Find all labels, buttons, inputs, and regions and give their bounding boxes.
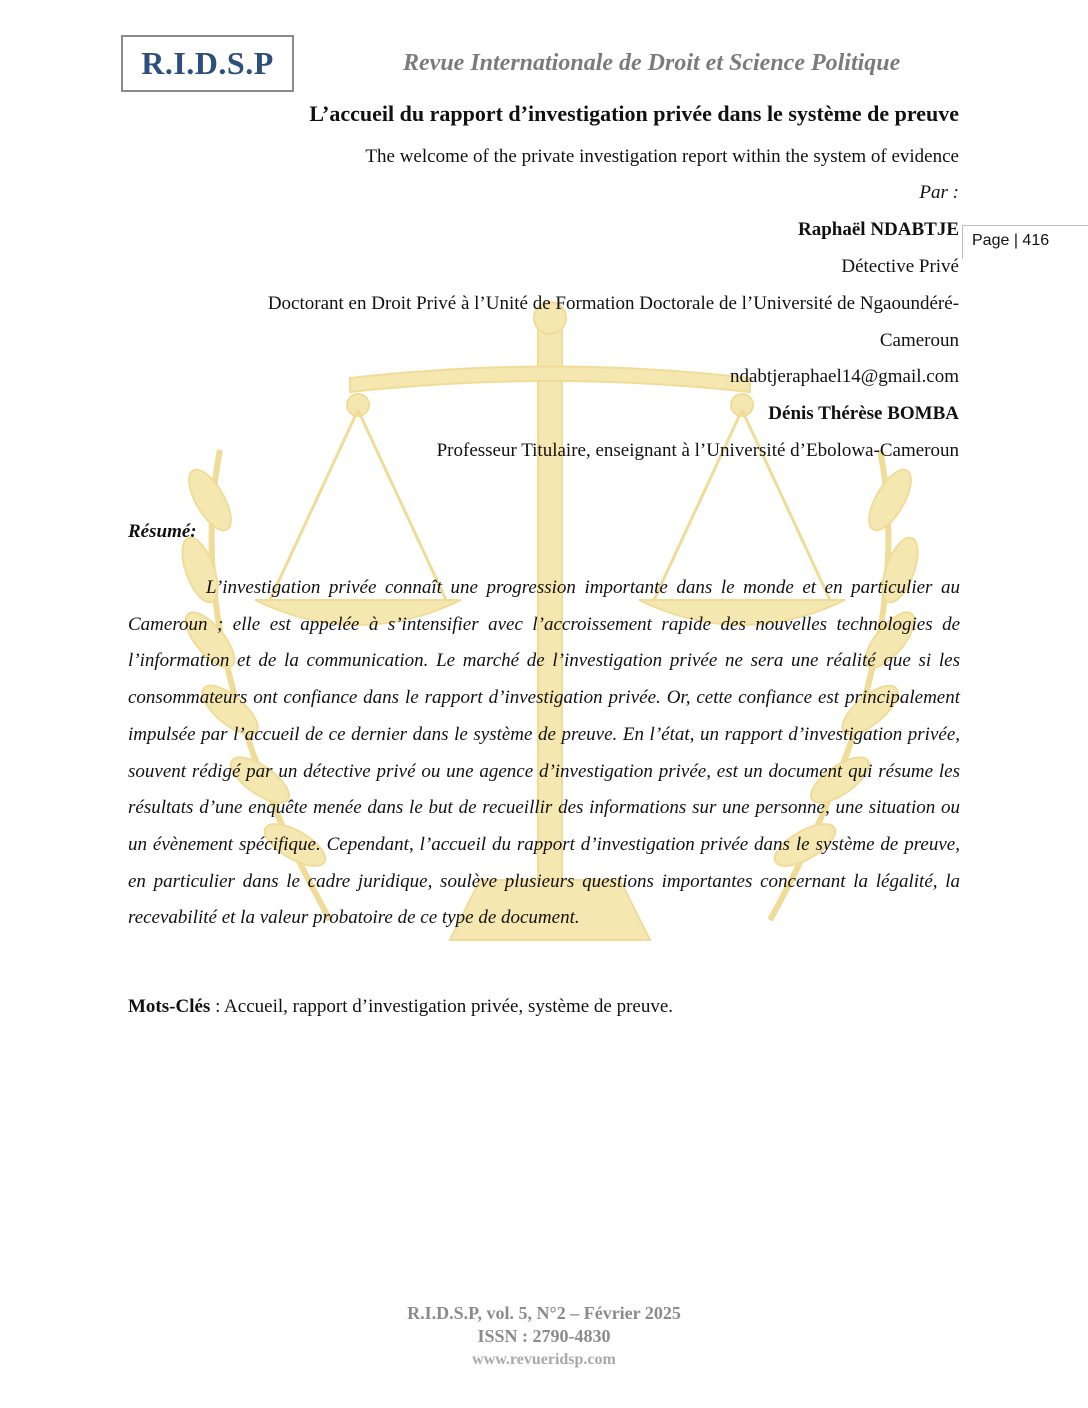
author-affiliation: Doctorant en Droit Privé à l’Unité de Formation Doctorale de l’Université de Ngaoundéré- bbox=[267, 293, 959, 314]
abstract-heading: Résumé: bbox=[128, 521, 197, 542]
author-affiliation-cont: Cameroun bbox=[879, 330, 959, 351]
keywords-text: Accueil, rapport d’investigation privée, système de preuve. bbox=[224, 996, 674, 1017]
by-label: Par : bbox=[919, 182, 959, 203]
keywords-label: Mots-Clés bbox=[128, 996, 211, 1017]
author-email: ndabtjeraphael14@gmail.com bbox=[729, 366, 959, 387]
article-title: L’accueil du rapport d’investigation privée dans le système de preuve bbox=[309, 101, 959, 126]
keywords-separator: : bbox=[210, 996, 225, 1017]
page-footer bbox=[0, 1302, 1088, 1371]
abstract-text: L’investigation privée connaît une progression importante dans le monde et en particulier au Cameroun ; elle est appelée à s’intensifier avec l’accroissement rapide des nouvelles technologies de l’information et de la communication. Le marché de l’investigation privée ne sera une réalité que si les consommateurs ont confiance dans le rapport d’investigation privée. Or, cette confiance est principalement impulsée par l’accueil de ce dernier dans le système de preuve. En l’état, un rapport d’investigation privée, souvent rédigé par un détective privé ou une agence d’investigation privée, est un document qui résume les résultats d’une enquête menée dans le but de recueillir des informations sur une personne, une situation ou un évènement spécifique. Cependant, l’accueil du rapport d’investigation privée dans le système de preuve, en particulier dans le cadre juridique, soulève plusieurs questions importantes concernant la légalité, la recevabilité et la valeur probatoire de ce type de document. bbox=[128, 577, 960, 929]
footer-website: www.revueridsp.com bbox=[472, 1351, 616, 1368]
second-author-name: Dénis Thérèse BOMBA bbox=[768, 403, 959, 424]
author-role: Détective Privé bbox=[841, 256, 959, 277]
footer-issn: ISSN : 2790-4830 bbox=[477, 1326, 611, 1346]
footer-volume: R.I.D.S.P, vol. 5, N°2 – Février 2025 bbox=[407, 1303, 681, 1323]
journal-name: Revue Internationale de Droit et Science Politique bbox=[403, 50, 901, 76]
keywords bbox=[128, 996, 673, 1018]
article-subtitle: The welcome of the private investigation report within the system of evidence bbox=[365, 146, 959, 167]
logo-text: R.I.D.S.P bbox=[141, 45, 274, 81]
author-name: Raphaël NDABTJE bbox=[798, 219, 959, 240]
page-number: Page | 416 bbox=[962, 225, 1088, 259]
second-author-affiliation: Professeur Titulaire, enseignant à l’Université d’Ebolowa-Cameroun bbox=[436, 440, 959, 461]
journal-logo bbox=[121, 35, 294, 92]
